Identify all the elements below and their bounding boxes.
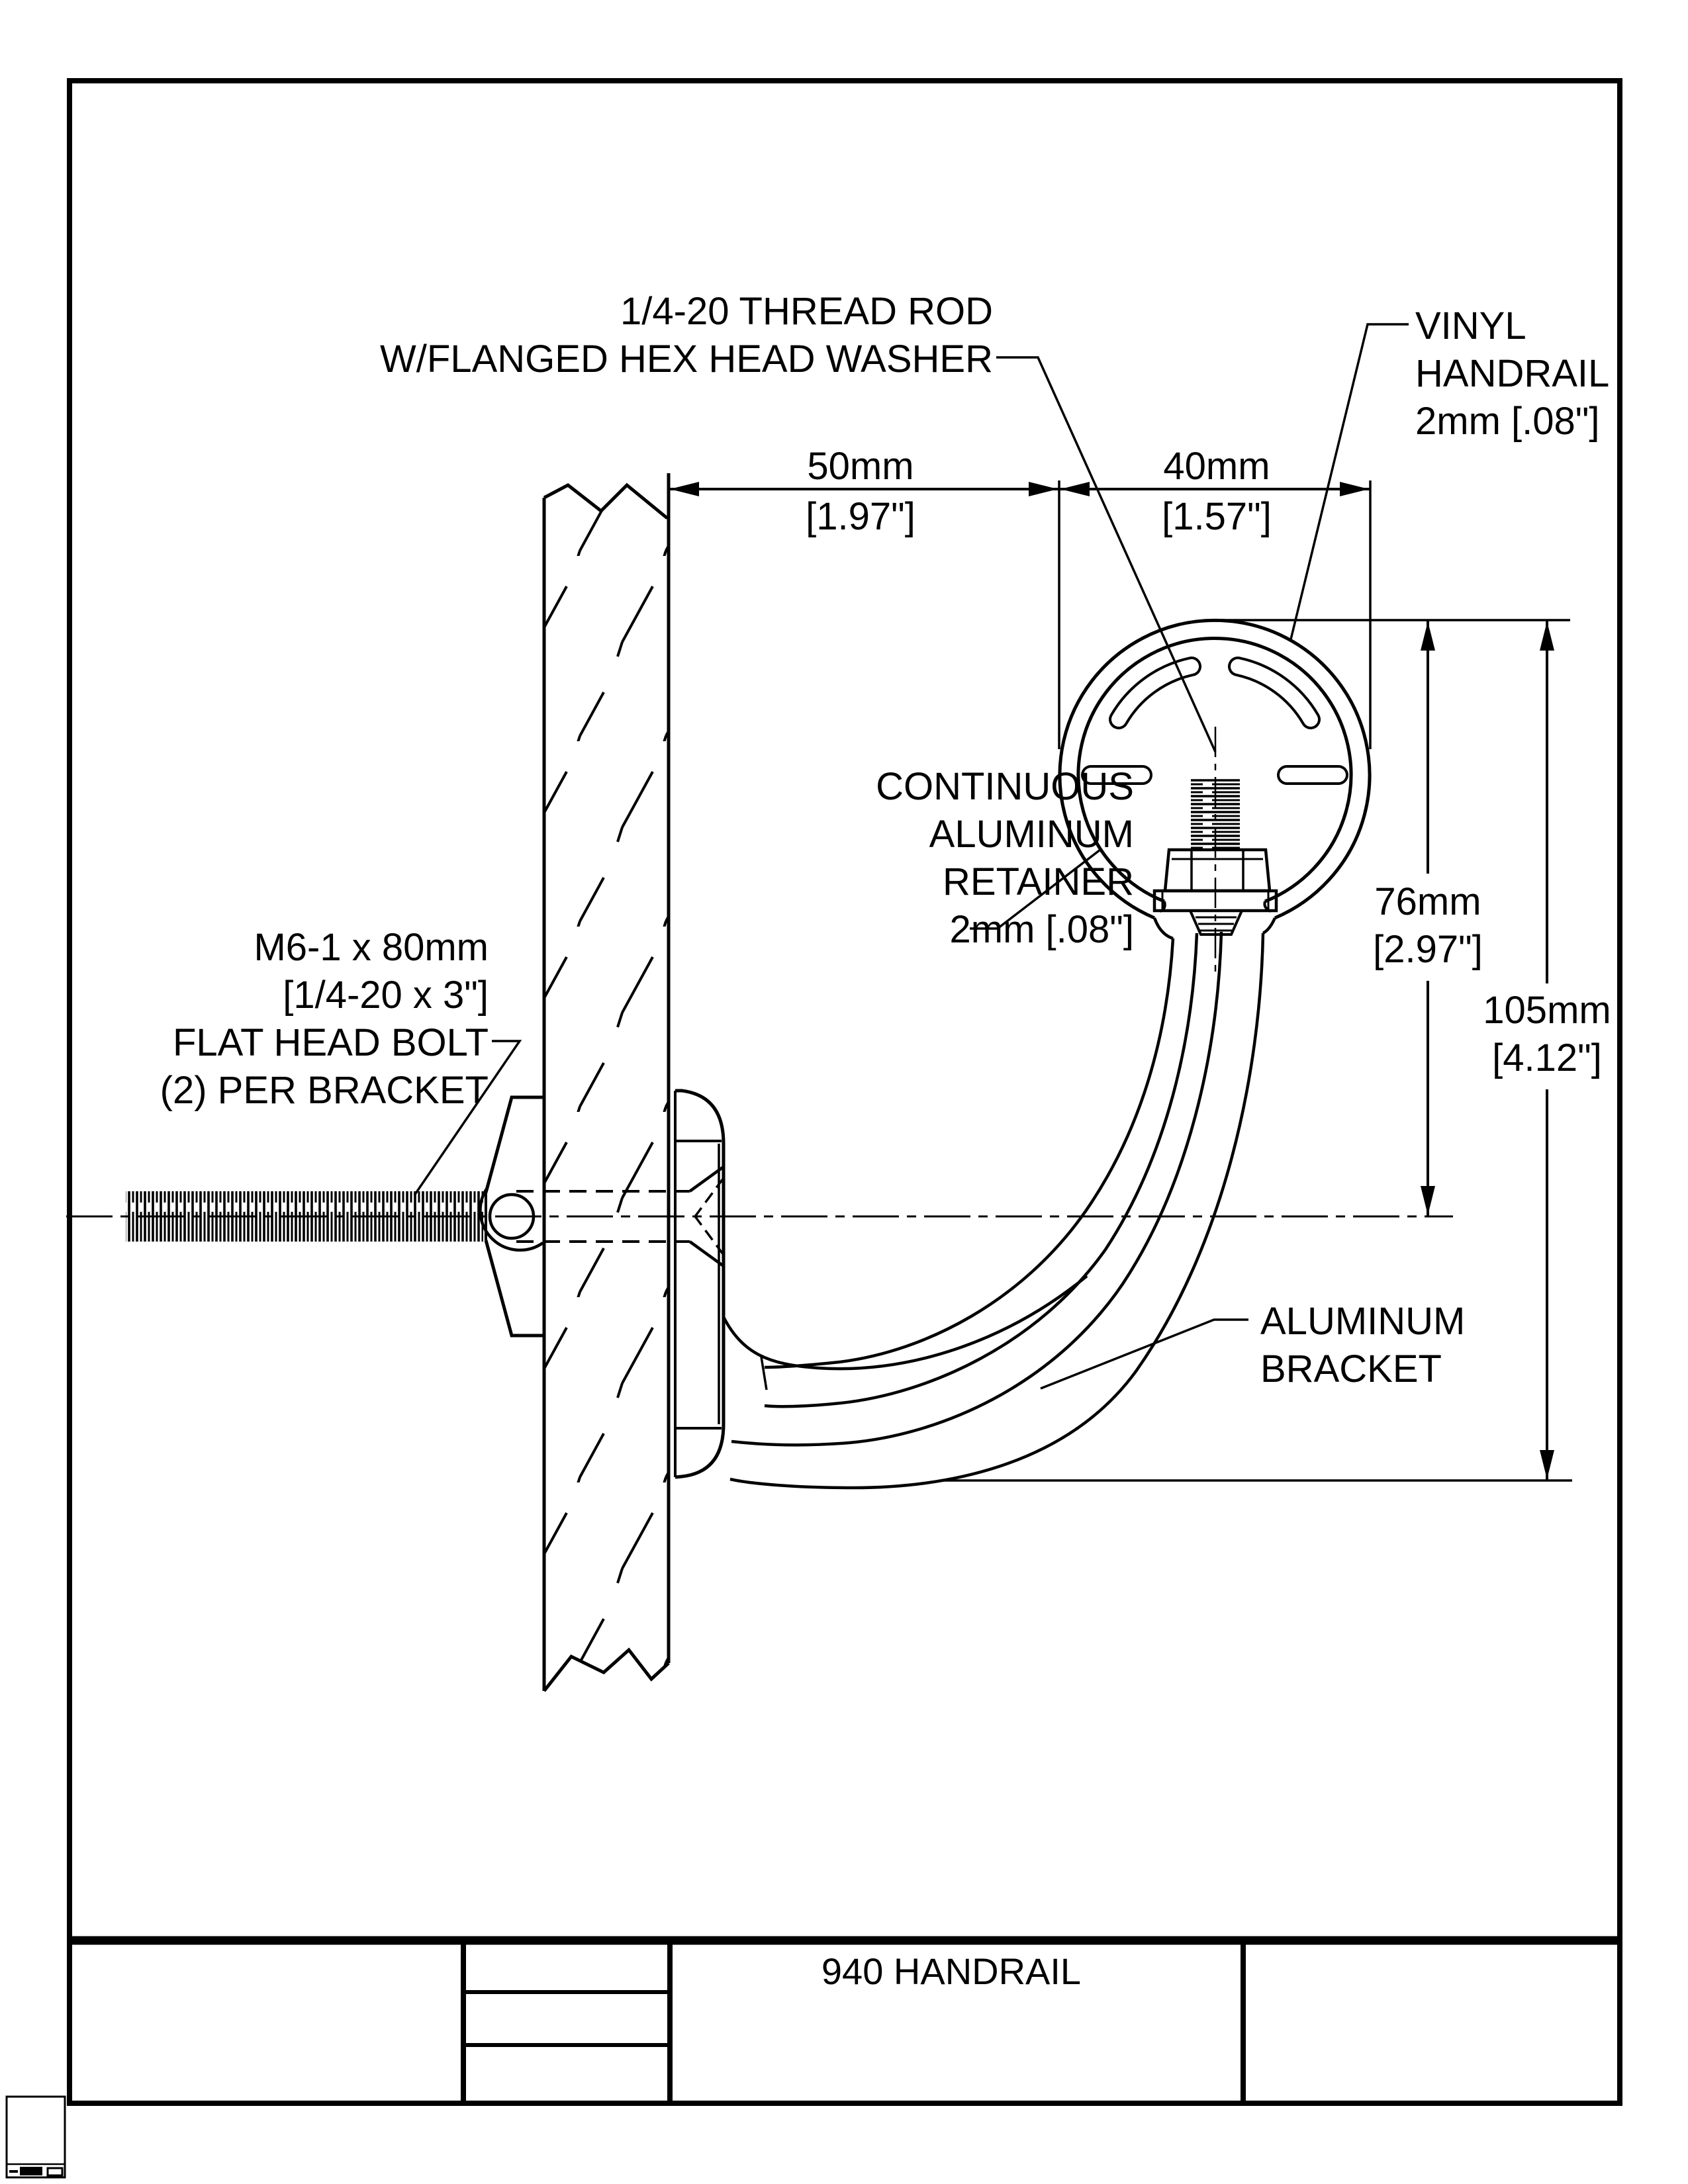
retainer-slots	[1091, 666, 1338, 775]
note-thread-rod-line2: W/FLANGED HEX HEAD WASHER	[380, 338, 993, 381]
leader-vinyl-handrail	[1291, 324, 1409, 639]
note-flat-head-bolt	[160, 926, 520, 1195]
note-retainer-line2: ALUMINUM	[929, 813, 1134, 856]
aluminum-bracket	[675, 932, 1263, 1488]
title-block	[70, 1940, 1620, 2103]
dimension-40mm	[1059, 445, 1370, 749]
dimension-50mm	[669, 445, 1059, 749]
dim-50mm-imperial: [1.97"]	[806, 495, 915, 538]
dim-40mm-imperial: [1.57"]	[1162, 495, 1272, 538]
note-vinyl-line2: HANDRAIL	[1415, 352, 1610, 395]
note-aluminum-retainer	[876, 765, 1134, 951]
note-bolt-line2: [1/4-20 x 3"]	[283, 974, 489, 1017]
hex-nut	[1165, 850, 1270, 891]
dim-76mm-imperial: [2.97"]	[1373, 928, 1483, 971]
dimension-76mm	[1373, 620, 1483, 1216]
note-vinyl-line3: 2mm [.08"]	[1415, 400, 1600, 443]
note-retainer-line4: 2mm [.08"]	[949, 908, 1134, 951]
bracket-arm-seam	[761, 1357, 767, 1390]
note-retainer-line1: CONTINUOUS	[876, 765, 1134, 808]
note-retainer-line3: RETAINER	[943, 860, 1134, 903]
note-thread-rod-line1: 1/4-20 THREAD ROD	[620, 290, 993, 333]
note-vinyl-handrail	[1291, 304, 1609, 639]
bracket-arm	[724, 932, 1263, 1488]
note-bolt-line1: M6-1 x 80mm	[254, 926, 489, 969]
note-bracket-line1: ALUMINUM	[1260, 1300, 1466, 1343]
wall-hatch	[544, 485, 669, 1691]
dimension-105mm	[1483, 620, 1611, 1480]
note-vinyl-line1: VINYL	[1415, 304, 1526, 347]
note-bolt-line4: (2) PER BRACKET	[160, 1069, 489, 1112]
note-bolt-line3: FLAT HEAD BOLT	[173, 1021, 489, 1064]
sheet-thumbnail-artifact	[7, 2097, 65, 2177]
title-block-part-title: 940 HANDRAIL	[821, 1950, 1082, 1992]
dim-105mm-imperial: [4.12"]	[1492, 1036, 1602, 1079]
flat-head-bolt-assembly	[66, 1097, 1453, 1336]
dim-76mm-metric: 76mm	[1374, 880, 1481, 923]
dim-40mm-metric: 40mm	[1163, 445, 1270, 488]
note-aluminum-bracket	[1041, 1300, 1465, 1390]
dim-50mm-metric: 50mm	[807, 445, 914, 488]
bracket-mounting-plate	[675, 1091, 724, 1477]
note-bracket-line2: BRACKET	[1260, 1347, 1442, 1390]
dim-105mm-metric: 105mm	[1483, 989, 1611, 1032]
leader-aluminum-bracket	[1041, 1320, 1248, 1388]
wall-section	[544, 473, 669, 1691]
